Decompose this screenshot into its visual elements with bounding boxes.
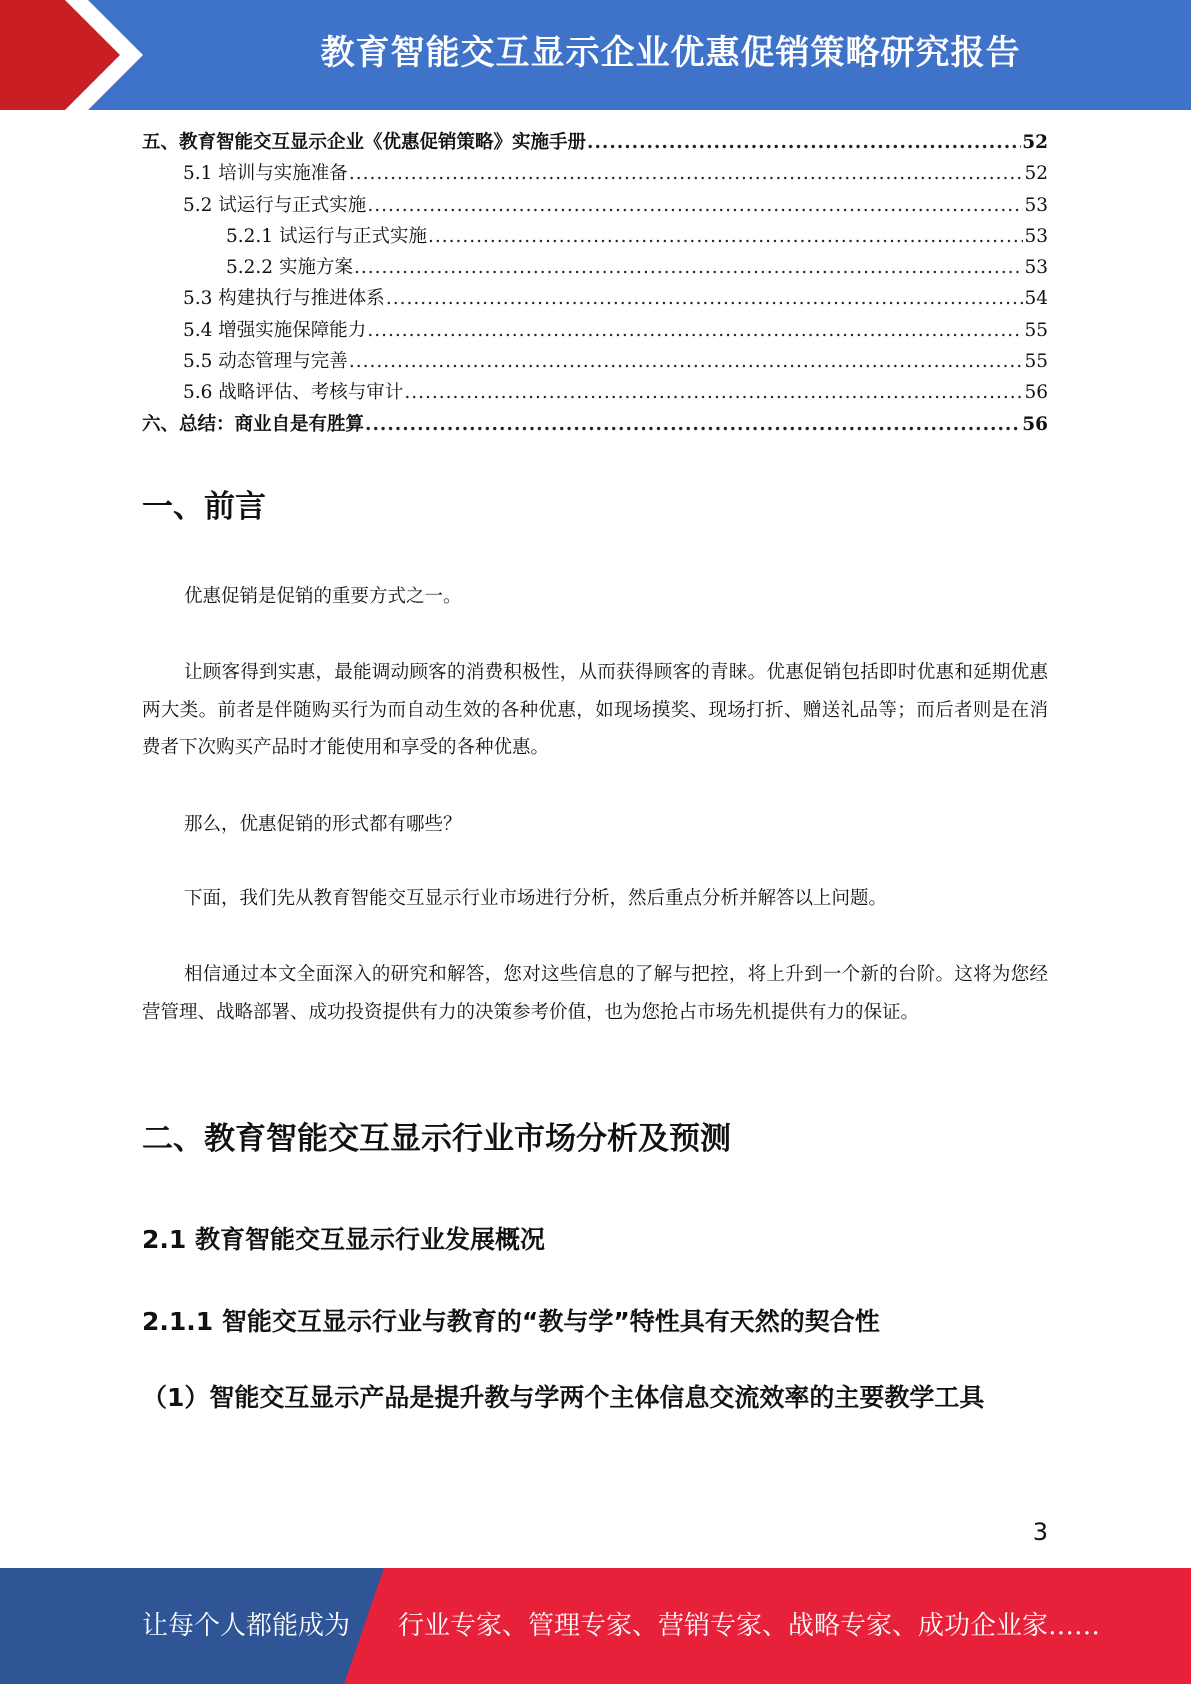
paragraph: 相信通过本文全面深入的研究和解答，您对这些信息的了解与把控，将上升到一个新的台阶。这将为您经营管理、战略部署、成功投资提供有力的决策参考价值，也为您抢占市场先机提供有力的保证。: [142, 964, 1048, 1023]
toc-entry-label: 5.2.2 实施方案: [226, 257, 353, 279]
toc-entry-label: 五、教育智能交互显示企业《优惠促销策略》实施手册: [142, 132, 587, 153]
toc-entry[interactable]: [142, 191, 1048, 222]
toc-entry-page: 52: [1022, 132, 1048, 153]
toc-leader-dots: [386, 288, 1024, 309]
toc-leader-dots: [349, 351, 1024, 372]
toc-entry[interactable]: [142, 316, 1048, 347]
toc-entry-label: 5.2 试运行与正式实施: [183, 194, 367, 216]
toc-entry-page: 53: [1024, 225, 1048, 247]
paragraph: 让顾客得到实惠，最能调动顾客的消费积极性，从而获得顾客的青睐。优惠促销包括即时优惠和延期优惠两大类。前者是伴随购买行为而自动生效的各种优惠，如现场摸奖、现场打折、赠送礼品等；而后者则是在消费者下次购买产品时才能使用和享受的各种优惠。: [142, 662, 1048, 758]
toc-entry-page: 53: [1024, 194, 1048, 216]
subsection-heading: 2.1.1 智能交互显示行业与教育的“教与学”特性具有天然的契合性: [142, 1307, 880, 1336]
toc-entry-page: 55: [1024, 351, 1048, 373]
toc-entry-label: 5.6 战略评估、考核与审计: [183, 382, 404, 404]
footer-slogan-right: 行业专家、管理专家、营销专家、战略专家、成功企业家……: [398, 1611, 1101, 1641]
toc-entry[interactable]: [142, 347, 1048, 378]
paragraph: 那么，优惠促销的形式都有哪些？: [184, 814, 462, 835]
paragraph: 优惠促销是促销的重要方式之一。: [184, 586, 462, 607]
toc-leader-dots: [365, 414, 1021, 435]
toc-entry-page: 56: [1024, 382, 1048, 404]
toc-entry-page: 53: [1024, 257, 1048, 279]
toc-entry[interactable]: [142, 159, 1048, 190]
toc-entry-page: 56: [1022, 413, 1048, 435]
toc-entry-label: 六、总结：商业自是有胜算: [142, 413, 365, 435]
toc-leader-dots: [404, 382, 1023, 403]
section-heading-preface: 一、前言: [142, 489, 266, 525]
paragraph: 下面，我们先从教育智能交互显示行业市场进行分析，然后重点分析并解答以上问题。: [184, 888, 888, 909]
toc-entry-page: 54: [1024, 288, 1048, 310]
toc-entry[interactable]: [142, 222, 1048, 253]
header-red-arrow-icon: [0, 0, 160, 110]
subsection-heading: （1）智能交互显示产品是提升教与学两个主体信息交流效率的主要教学工具: [142, 1383, 985, 1412]
toc-leader-dots: [428, 226, 1023, 247]
toc-leader-dots: [367, 320, 1023, 341]
toc-leader-dots: [354, 257, 1024, 278]
header-banner: [0, 0, 1191, 110]
footer-banner: [0, 1568, 1191, 1684]
toc-entry[interactable]: [142, 253, 1048, 284]
toc-leader-dots: [349, 163, 1024, 184]
toc-leader-dots: [367, 195, 1023, 216]
toc-entry[interactable]: [142, 410, 1048, 441]
footer-slogan-left: 让每个人都能成为: [142, 1611, 351, 1641]
subsection-heading: 2.1 教育智能交互显示行业发展概况: [142, 1225, 545, 1254]
toc-entry-label: 5.4 增强实施保障能力: [183, 319, 367, 341]
table-of-contents: [142, 128, 1048, 441]
report-title: 教育智能交互显示企业优惠促销策略研究报告: [320, 33, 1021, 73]
toc-entry-label: 5.2.1 试运行与正式实施: [226, 225, 427, 247]
toc-entry-label: 5.3 构建执行与推进体系: [183, 288, 385, 310]
toc-leader-dots: [587, 132, 1021, 153]
toc-entry-page: 52: [1024, 163, 1048, 185]
page-number: 3: [1032, 1518, 1048, 1546]
toc-entry-page: 55: [1024, 319, 1048, 341]
toc-entry-label: 5.1 培训与实施准备: [183, 163, 348, 185]
toc-entry-label: 5.5 动态管理与完善: [183, 351, 348, 373]
toc-entry[interactable]: [142, 284, 1048, 315]
toc-entry[interactable]: [142, 378, 1048, 409]
toc-entry[interactable]: [142, 128, 1048, 159]
section-heading-market-analysis: 二、教育智能交互显示行业市场分析及预测: [142, 1121, 731, 1157]
